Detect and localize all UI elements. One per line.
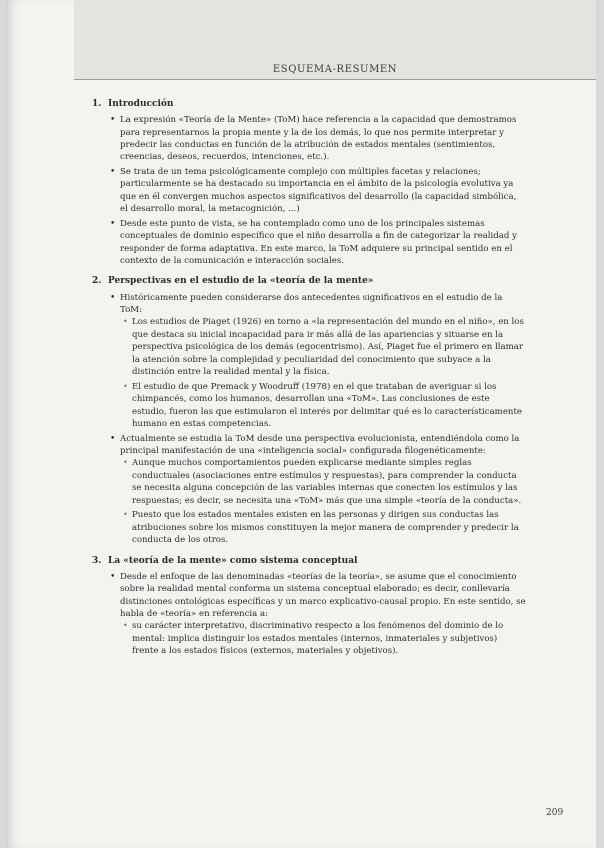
section-1 [92, 98, 526, 267]
section-number: 1. [92, 99, 102, 109]
document-content [92, 98, 526, 666]
bullet-text: • La expresión «Teoría de la Mente» (ToM) hace referencia a la capacidad que demostramos para representarnos la propia mente y la de los demás, lo que nos permite interpretar y predecir las conductas en función de la atribución de estados mentales (sentimientos, creencias, deseos, recuerdos, intenciones, etc.). [120, 115, 517, 163]
header-divider [74, 79, 596, 80]
bullet-item [120, 292, 526, 431]
sub-bullet-item: • El estudio de que Premack y Woodruff (1978) en el que trataban de averiguar si los chimpancés, como los humanos, desarrollan una «ToM». Las conclusiones de este estudio, fueron las que estimularon el interés por delimitar qué es lo característicamente humano en estas competencias. [132, 381, 526, 431]
page-header-title: ESQUEMA-RESUMEN [272, 64, 398, 75]
bullet-item [120, 571, 526, 658]
bullet-item [120, 114, 526, 164]
section-title: Introducción [108, 99, 174, 109]
document-page [6, 0, 596, 848]
bullet-item [120, 218, 526, 268]
section-heading [92, 555, 526, 568]
sub-bullet-item: • Los estudios de Piaget (1926) en torno a «la representación del mundo en el niño», en los que destaca su inicial incapacidad para ir más allá de las apariencias y situarse en la perspectiva psicológica de los demás (egocentrismo). Así, Piaget fue el primero en llamar la atención sobre la complejidad y peculiaridad del conocimiento que subyace a la distinción entre la realidad mental y la física. [132, 316, 526, 378]
section-number: 3. [92, 555, 102, 566]
bullet-text: • Históricamente pueden considerarse dos antecedentes significativos en el estudio de la ToM: [120, 292, 503, 315]
section-heading [92, 275, 526, 288]
bullet-list [92, 292, 526, 547]
bullet-item [120, 166, 526, 216]
sub-bullet-item: • su carácter interpretativo, discriminativo respecto a los fenómenos del dominio de lo mental: implica distinguir los estados mentales (internos, inmateriales y subjetivos) frente a los estados físicos (externos, materiales y objetivos). [132, 620, 526, 657]
bullet-list [92, 114, 526, 267]
sub-bullet-list [120, 457, 526, 546]
section-number: 2. [92, 276, 102, 287]
sub-bullet-item: • Aunque muchos comportamientos pueden explicarse mediante simples reglas conductuales (asociaciones entre estímulos y respuestas), para comprender la conducta se necesita alguna concepción de las variables internas que conecten los estímulos y las respuestas; es decir, se necesita una «ToM» más que una simple «teoría de la conducta». [132, 457, 526, 507]
bullet-list [92, 571, 526, 658]
sub-bullet-list [120, 316, 526, 430]
section-title: La «teoría de la mente» como sistema conceptual [108, 555, 358, 566]
bullet-text: • Desde el enfoque de las denominadas «teorías de la teoría», se asume que el conocimiento sobre la realidad mental conforma un sistema conceptual elaborado; es decir, conllevaría distinciones ontológicas específicas y un marco explicativo-causal propio. En este sentido, se habla de «teoría» en referencia a: [120, 571, 526, 619]
bullet-item [120, 433, 526, 547]
bullet-text: • Desde este punto de vista, se ha contemplado como uno de los principales sistemas conceptuales de dominio específico que el niño desarrolla a fin de categorizar la realidad y responder de forma adaptativa. En este marco, la ToM adquiere su principal sentido en el contexto de la comunicación e interacción sociales. [120, 218, 517, 267]
section-3 [92, 555, 526, 658]
section-title: Perspectivas en el estudio de la «teoría de la mente» [108, 276, 374, 287]
section-2 [92, 275, 526, 546]
sub-bullet-item: • Puesto que los estados mentales existen en las personas y dirigen sus conductas las atribuciones sobre los mismos constituyen la mejor manera de comprender y predecir la conducta de los otros. [132, 509, 526, 546]
page-number: 209 [546, 808, 564, 818]
section-heading [92, 98, 526, 111]
bullet-text: • Se trata de un tema psicológicamente complejo con múltiples facetas y relaciones; particularmente se ha destacado su importancia en el ámbito de la psicología evolutiva ya que en él convergen muchos aspectos significativos del desarrollo (la capacidad simbólica, el desarrollo moral, la metacognición, ...) [120, 166, 517, 215]
bullet-text: • Actualmente se estudia la ToM desde una perspectiva evolucionista, entendiéndola como la principal manifestación de una «inteligencia social» configurada filogenéticamente: [120, 433, 520, 456]
sub-bullet-list [120, 620, 526, 657]
